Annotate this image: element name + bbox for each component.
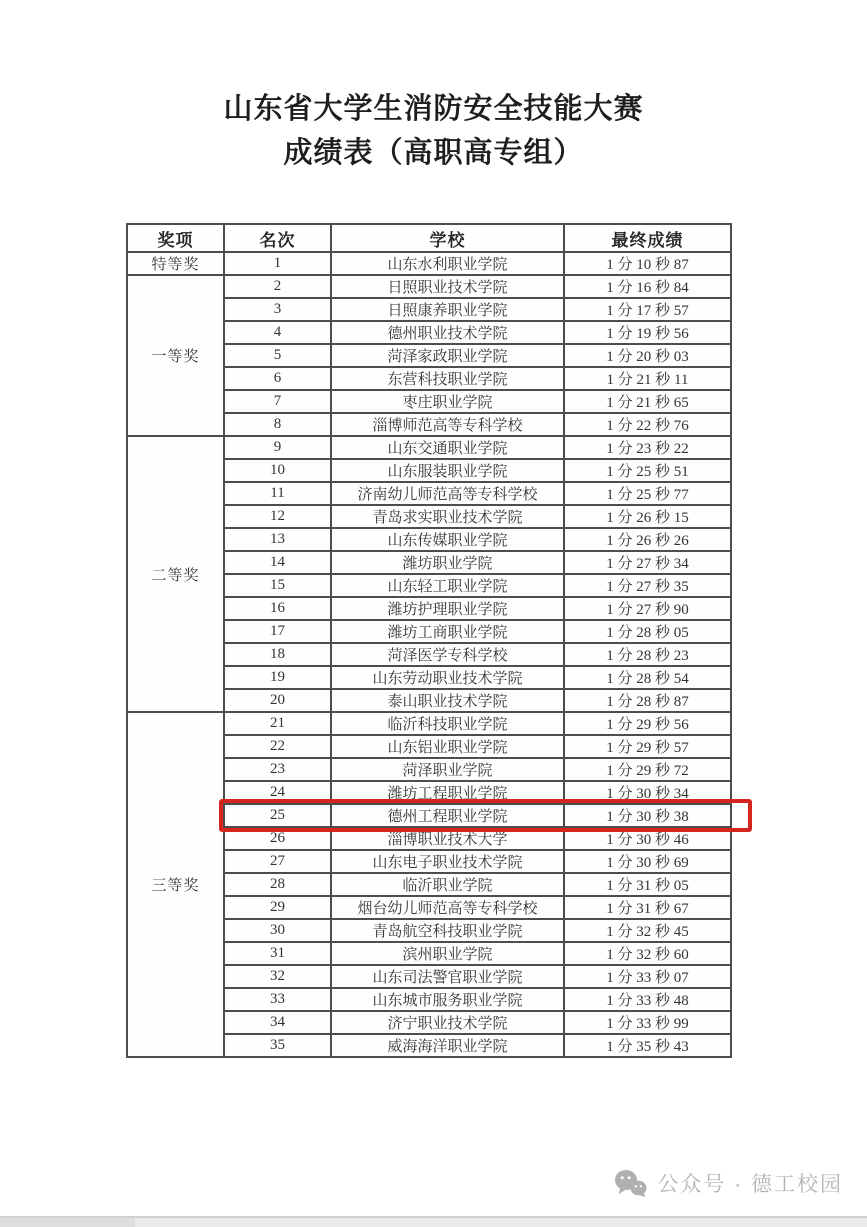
rank-cell: 18 bbox=[224, 643, 331, 666]
rank-cell: 21 bbox=[224, 712, 331, 735]
score-cell: 1 分 30 秒 69 bbox=[564, 850, 731, 873]
score-cell: 1 分 10 秒 87 bbox=[564, 252, 731, 275]
score-cell: 1 分 33 秒 99 bbox=[564, 1011, 731, 1034]
school-cell: 山东劳动职业技术学院 bbox=[331, 666, 564, 689]
rank-cell: 12 bbox=[224, 505, 331, 528]
rank-cell: 10 bbox=[224, 459, 331, 482]
score-cell: 1 分 30 秒 34 bbox=[564, 781, 731, 804]
header-school: 学校 bbox=[331, 224, 564, 252]
score-cell: 1 分 16 秒 84 bbox=[564, 275, 731, 298]
school-cell: 山东司法警官职业学院 bbox=[331, 965, 564, 988]
rank-cell: 2 bbox=[224, 275, 331, 298]
bottom-bar bbox=[0, 1216, 867, 1227]
rank-cell: 14 bbox=[224, 551, 331, 574]
rank-cell: 27 bbox=[224, 850, 331, 873]
rank-cell: 35 bbox=[224, 1034, 331, 1057]
score-cell: 1 分 23 秒 22 bbox=[564, 436, 731, 459]
header-award: 奖项 bbox=[127, 224, 224, 252]
score-cell: 1 分 27 秒 35 bbox=[564, 574, 731, 597]
score-cell: 1 分 35 秒 43 bbox=[564, 1034, 731, 1057]
rank-cell: 23 bbox=[224, 758, 331, 781]
school-cell: 烟台幼儿师范高等专科学校 bbox=[331, 896, 564, 919]
school-cell: 德州职业技术学院 bbox=[331, 321, 564, 344]
school-cell: 山东服装职业学院 bbox=[331, 459, 564, 482]
school-cell: 山东轻工职业学院 bbox=[331, 574, 564, 597]
award-cell: 一等奖 bbox=[127, 275, 224, 436]
score-cell: 1 分 29 秒 56 bbox=[564, 712, 731, 735]
award-cell: 二等奖 bbox=[127, 436, 224, 712]
score-cell: 1 分 32 秒 45 bbox=[564, 919, 731, 942]
score-cell: 1 分 25 秒 51 bbox=[564, 459, 731, 482]
score-cell: 1 分 33 秒 48 bbox=[564, 988, 731, 1011]
score-cell: 1 分 31 秒 67 bbox=[564, 896, 731, 919]
score-cell: 1 分 21 秒 65 bbox=[564, 390, 731, 413]
school-cell: 菏泽职业学院 bbox=[331, 758, 564, 781]
school-cell: 菏泽家政职业学院 bbox=[331, 344, 564, 367]
rank-cell: 30 bbox=[224, 919, 331, 942]
school-cell: 济宁职业技术学院 bbox=[331, 1011, 564, 1034]
school-cell: 东营科技职业学院 bbox=[331, 367, 564, 390]
score-cell: 1 分 31 秒 05 bbox=[564, 873, 731, 896]
rank-cell: 8 bbox=[224, 413, 331, 436]
school-cell: 威海海洋职业学院 bbox=[331, 1034, 564, 1057]
score-cell: 1 分 27 秒 90 bbox=[564, 597, 731, 620]
rank-cell: 24 bbox=[224, 781, 331, 804]
school-cell: 山东交通职业学院 bbox=[331, 436, 564, 459]
score-cell: 1 分 33 秒 07 bbox=[564, 965, 731, 988]
school-cell: 山东电子职业技术学院 bbox=[331, 850, 564, 873]
score-cell: 1 分 22 秒 76 bbox=[564, 413, 731, 436]
bottom-bar-segment bbox=[0, 1218, 135, 1227]
rank-cell: 5 bbox=[224, 344, 331, 367]
school-cell: 潍坊工商职业学院 bbox=[331, 620, 564, 643]
school-cell: 泰山职业技术学院 bbox=[331, 689, 564, 712]
school-cell: 淄博职业技术大学 bbox=[331, 827, 564, 850]
school-cell: 山东传媒职业学院 bbox=[331, 528, 564, 551]
score-cell: 1 分 20 秒 03 bbox=[564, 344, 731, 367]
header-rank: 名次 bbox=[224, 224, 331, 252]
school-cell: 枣庄职业学院 bbox=[331, 390, 564, 413]
rank-cell: 11 bbox=[224, 482, 331, 505]
score-cell: 1 分 30 秒 38 bbox=[564, 804, 731, 827]
page-title bbox=[0, 88, 867, 175]
rank-cell: 34 bbox=[224, 1011, 331, 1034]
rank-cell: 13 bbox=[224, 528, 331, 551]
school-cell: 山东水利职业学院 bbox=[331, 252, 564, 275]
results-table bbox=[126, 223, 732, 1058]
score-cell: 1 分 26 秒 15 bbox=[564, 505, 731, 528]
school-cell: 临沂科技职业学院 bbox=[331, 712, 564, 735]
rank-cell: 4 bbox=[224, 321, 331, 344]
rank-cell: 22 bbox=[224, 735, 331, 758]
rank-cell: 15 bbox=[224, 574, 331, 597]
wechat-icon bbox=[614, 1169, 647, 1197]
school-cell: 济南幼儿师范高等专科学校 bbox=[331, 482, 564, 505]
school-cell: 日照康养职业学院 bbox=[331, 298, 564, 321]
score-cell: 1 分 21 秒 11 bbox=[564, 367, 731, 390]
score-cell: 1 分 29 秒 72 bbox=[564, 758, 731, 781]
school-cell: 青岛求实职业技术学院 bbox=[331, 505, 564, 528]
table-row bbox=[127, 712, 731, 735]
score-cell: 1 分 29 秒 57 bbox=[564, 735, 731, 758]
table-row bbox=[127, 436, 731, 459]
score-cell: 1 分 19 秒 56 bbox=[564, 321, 731, 344]
score-cell: 1 分 26 秒 26 bbox=[564, 528, 731, 551]
rank-cell: 25 bbox=[224, 804, 331, 827]
rank-cell: 6 bbox=[224, 367, 331, 390]
award-cell: 特等奖 bbox=[127, 252, 224, 275]
header-score: 最终成绩 bbox=[564, 224, 731, 252]
rank-cell: 3 bbox=[224, 298, 331, 321]
score-cell: 1 分 28 秒 54 bbox=[564, 666, 731, 689]
rank-cell: 9 bbox=[224, 436, 331, 459]
score-cell: 1 分 27 秒 34 bbox=[564, 551, 731, 574]
rank-cell: 29 bbox=[224, 896, 331, 919]
score-cell: 1 分 28 秒 05 bbox=[564, 620, 731, 643]
school-cell: 潍坊职业学院 bbox=[331, 551, 564, 574]
title-line-1: 山东省大学生消防安全技能大赛 bbox=[223, 93, 644, 125]
school-cell: 淄博师范高等专科学校 bbox=[331, 413, 564, 436]
table-row bbox=[127, 252, 731, 275]
rank-cell: 33 bbox=[224, 988, 331, 1011]
rank-cell: 28 bbox=[224, 873, 331, 896]
score-cell: 1 分 30 秒 46 bbox=[564, 827, 731, 850]
school-cell: 潍坊护理职业学院 bbox=[331, 597, 564, 620]
table-row bbox=[127, 275, 731, 298]
watermark bbox=[614, 1168, 843, 1198]
school-cell: 潍坊工程职业学院 bbox=[331, 781, 564, 804]
score-cell: 1 分 25 秒 77 bbox=[564, 482, 731, 505]
rank-cell: 20 bbox=[224, 689, 331, 712]
score-cell: 1 分 32 秒 60 bbox=[564, 942, 731, 965]
school-cell: 山东铝业职业学院 bbox=[331, 735, 564, 758]
watermark-text: 公众号 · 德工校园 bbox=[657, 1173, 843, 1196]
school-cell: 德州工程职业学院 bbox=[331, 804, 564, 827]
rank-cell: 26 bbox=[224, 827, 331, 850]
rank-cell: 16 bbox=[224, 597, 331, 620]
rank-cell: 7 bbox=[224, 390, 331, 413]
rank-cell: 19 bbox=[224, 666, 331, 689]
score-cell: 1 分 28 秒 23 bbox=[564, 643, 731, 666]
award-cell: 三等奖 bbox=[127, 712, 224, 1057]
header-row bbox=[127, 224, 731, 252]
rank-cell: 31 bbox=[224, 942, 331, 965]
score-cell: 1 分 28 秒 87 bbox=[564, 689, 731, 712]
score-cell: 1 分 17 秒 57 bbox=[564, 298, 731, 321]
school-cell: 青岛航空科技职业学院 bbox=[331, 919, 564, 942]
title-line-2: 成绩表（高职高专组） bbox=[283, 136, 584, 169]
school-cell: 临沂职业学院 bbox=[331, 873, 564, 896]
school-cell: 山东城市服务职业学院 bbox=[331, 988, 564, 1011]
school-cell: 滨州职业学院 bbox=[331, 942, 564, 965]
rank-cell: 1 bbox=[224, 252, 331, 275]
school-cell: 日照职业技术学院 bbox=[331, 275, 564, 298]
rank-cell: 32 bbox=[224, 965, 331, 988]
rank-cell: 17 bbox=[224, 620, 331, 643]
school-cell: 菏泽医学专科学校 bbox=[331, 643, 564, 666]
